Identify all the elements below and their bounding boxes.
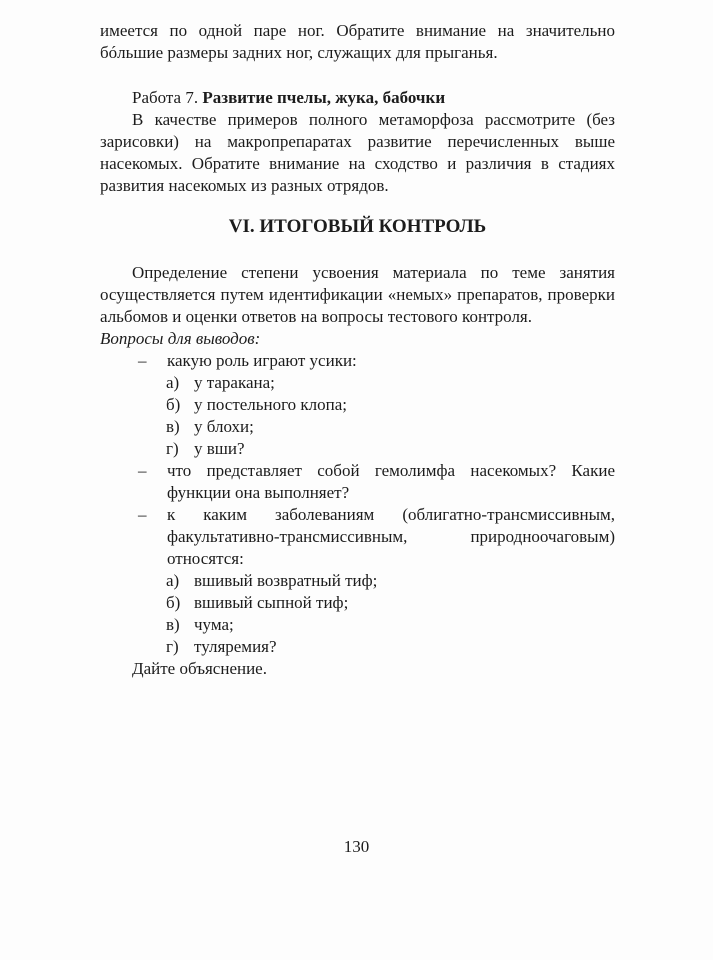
answer-option <box>166 372 275 394</box>
continuation-text: имеется по одной паре ног. Обратите внимание на значительно бóльшие размеры задних ног, служащих для прыганья. <box>100 21 615 62</box>
section-heading: VI. ИТОГОВЫЙ КОНТРОЛЬ <box>228 216 487 237</box>
dash-marker: – <box>138 351 147 370</box>
answer-option <box>166 570 377 592</box>
question-item <box>100 350 615 372</box>
question-item <box>100 460 615 504</box>
control-paragraph <box>100 262 615 328</box>
option-text: у блохи; <box>194 417 254 436</box>
dash-marker: – <box>138 505 147 524</box>
option-text: у постельного клопа; <box>194 395 348 414</box>
option-letter: а) <box>166 373 180 392</box>
option-letter: а) <box>166 571 180 590</box>
option-letter: в) <box>166 417 180 436</box>
option-text: чума; <box>194 615 234 634</box>
option-text: у таракана; <box>194 373 275 392</box>
question-text: какую роль играют усики: <box>167 351 357 370</box>
work-7-body: В качестве примеров полного метаморфоза рассмотрите (без зарисовки) на макропрепаратах развитие перечисленных выше насекомых. Обратите внимание на сходство и различия в стадиях развития насекомых из разных отрядов. <box>100 110 615 195</box>
answer-option <box>166 394 347 416</box>
option-text: вшивый возвратный тиф; <box>194 571 378 590</box>
answer-option <box>166 614 234 636</box>
option-text: вшивый сыпной тиф; <box>194 593 349 612</box>
question-text: к каким заболеваниям (облигатно-трансмиссивным, факультативно-трансмиссивным, природноочаговым) относятся: <box>167 505 615 568</box>
dash-marker: – <box>138 461 147 480</box>
question-item <box>100 504 615 570</box>
work-7-prefix: Работа 7. <box>132 88 203 107</box>
option-letter: г) <box>166 439 179 458</box>
work-7-title <box>132 87 445 109</box>
closing-line: Дайте объяснение. <box>132 659 267 678</box>
option-letter: б) <box>166 593 181 612</box>
question-text: что представляет собой гемолимфа насекомых? Какие функции она выполняет? <box>167 461 615 502</box>
answer-option <box>166 636 277 658</box>
answer-option <box>166 416 254 438</box>
work-7-paragraph <box>100 109 615 197</box>
control-text: Определение степени усвоения материала по теме занятия осуществляется путем идентификации «немых» препаратов, проверки альбомов и оценки ответов на вопросы тестового контроля. <box>100 263 615 326</box>
option-letter: в) <box>166 615 180 634</box>
option-text: туляремия? <box>194 637 277 656</box>
questions-label: Вопросы для выводов: <box>100 329 261 348</box>
answer-option <box>166 438 245 460</box>
option-letter: г) <box>166 637 179 656</box>
page-number: 130 <box>343 837 370 856</box>
continuation-paragraph <box>100 20 615 64</box>
option-text: у вши? <box>194 439 245 458</box>
answer-option <box>166 592 348 614</box>
work-7-title-text: Развитие пчелы, жука, бабочки <box>202 88 446 107</box>
option-letter: б) <box>166 395 181 414</box>
